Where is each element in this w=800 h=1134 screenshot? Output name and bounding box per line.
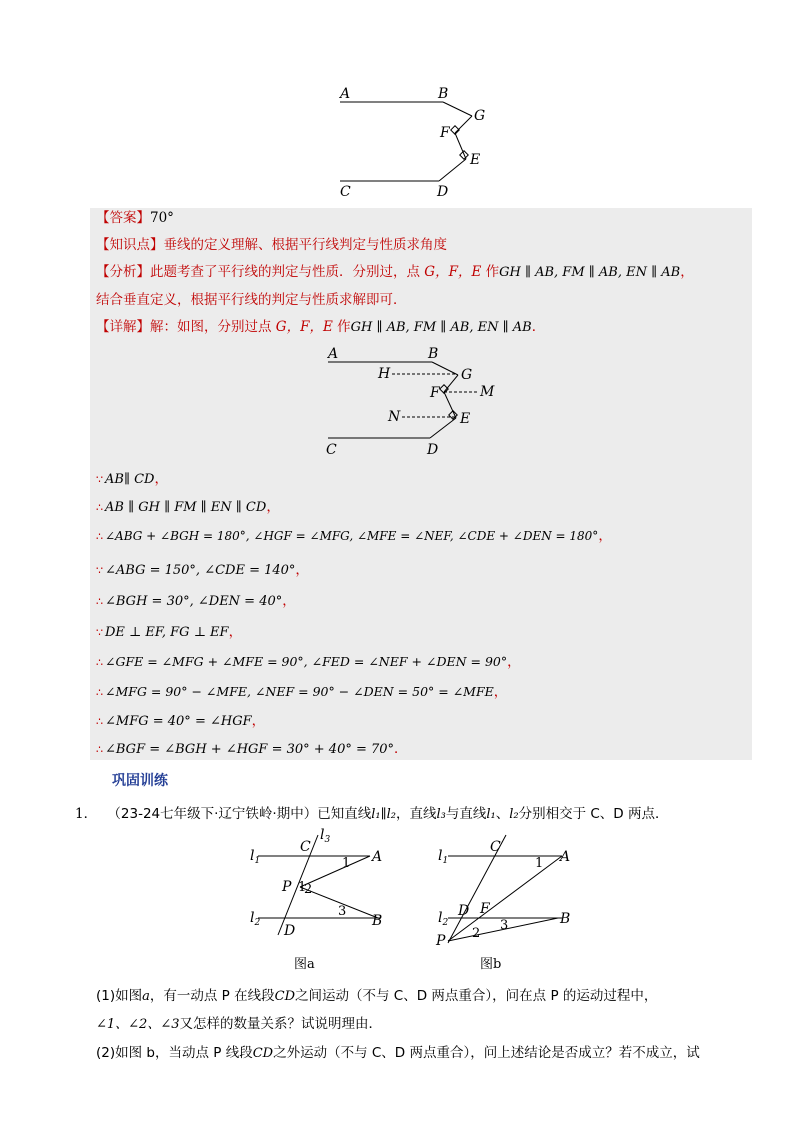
label-B: B <box>560 911 571 927</box>
q1-b: ，有一动点 P 在线段 <box>149 988 275 1004</box>
angle-2: 2 <box>304 882 313 897</box>
label-l2 <box>438 910 448 928</box>
step-8 <box>96 683 507 702</box>
problem-mid2: 与直线 <box>445 806 487 822</box>
answer-label: 【答案】 <box>96 210 150 226</box>
step-5 <box>96 592 296 611</box>
label-G: G <box>461 367 473 383</box>
problem-l1b: l₁ <box>486 807 496 822</box>
analysis-line <box>96 263 694 282</box>
l3-text: l <box>320 827 325 843</box>
therefore-symbol: ∴ <box>96 686 102 699</box>
label-C: C <box>326 442 337 458</box>
step-1 <box>96 470 168 489</box>
label-D: D <box>437 184 449 200</box>
label-E: E <box>460 411 471 427</box>
l1-sub: 1 <box>254 856 261 866</box>
step-3-end: ， <box>598 528 612 544</box>
q2-a-math: CD <box>252 1046 274 1061</box>
problem-number: 1． <box>75 806 98 822</box>
step-9-math: ∠MFG = 40° = ∠HGF <box>105 714 252 729</box>
label-l2 <box>250 910 260 928</box>
step-1-math: AB∥ CD <box>105 472 155 487</box>
caption-a: 图a <box>294 957 315 972</box>
step-3-math: ∠ABG + ∠BGH = 180°, ∠HGF = ∠MFG, ∠MFE = ∠NEF, ∠CDE + ∠DEN = 180° <box>105 529 599 543</box>
problem-l1: l₁ <box>371 807 381 822</box>
analysis-end: ， <box>680 264 694 280</box>
analysis-text: 此题考查了平行线的判定与性质．分别过，点 <box>150 264 425 280</box>
label-l1 <box>250 848 260 866</box>
step-3 <box>96 527 612 546</box>
label-B: B <box>428 346 439 362</box>
therefore-symbol: ∴ <box>96 501 102 514</box>
knowledge-text: 垂线的定义理解、根据平行线判定与性质求角度 <box>163 237 447 253</box>
q1-c: 之间运动（不与 C、D 两点重合），问在点 P 的运动过程中， <box>295 988 658 1004</box>
q2-b: 之外运动（不与 C、D 两点重合），问上述结论是否成立？若不成立，试 <box>273 1045 700 1061</box>
q2-a: (2)如图 b，当动点 P 线段 <box>96 1045 253 1061</box>
step-9-end: ， <box>251 713 266 729</box>
step-2-end: ， <box>266 499 280 515</box>
therefore-symbol: ∴ <box>96 595 102 608</box>
step-4-math: ∠ABG = 150°, ∠CDE = 140° <box>105 563 296 578</box>
label-A: A <box>560 849 571 865</box>
knowledge-line <box>96 236 447 254</box>
step-7-math: ∠GFE = ∠MFG + ∠MFE = 90°, ∠FED = ∠NEF + ∠DEN = 90° <box>105 654 508 669</box>
step-6-end: ， <box>228 624 243 640</box>
therefore-symbol: ∴ <box>96 656 102 669</box>
label-G: G <box>474 108 486 124</box>
question-1-cont <box>96 1015 382 1034</box>
l1-text: l <box>250 848 255 864</box>
q1-a-math: a <box>142 989 150 1004</box>
step-6 <box>96 623 242 642</box>
q1-e: 又怎样的数量关系？试说明理由． <box>179 1016 382 1032</box>
question-1 <box>96 987 657 1006</box>
detail-zuo: 作 <box>332 319 351 335</box>
label-E: E <box>470 152 481 168</box>
because-symbol: ∵ <box>96 473 102 486</box>
because-symbol: ∵ <box>96 564 102 577</box>
analysis-text-2: 结合垂直定义，根据平行线的判定与性质求解即可． <box>96 292 407 308</box>
label-B: B <box>438 86 449 102</box>
problem-source: （23-24七年级下·辽宁铁岭·期中）已知直线 <box>107 806 372 822</box>
step-8-math: ∠MFG = 90° − ∠MFE, ∠NEF = 90° − ∠DEN = 50° = ∠MFE <box>105 684 494 699</box>
l2-text: l <box>250 910 255 926</box>
step-10-end: ． <box>394 741 408 757</box>
label-A: A <box>340 86 351 102</box>
problem-l2b: l₂ <box>509 807 519 822</box>
label-C: C <box>300 839 311 855</box>
l3-sub: 3 <box>324 835 331 845</box>
step-7 <box>96 653 521 672</box>
label-F: F <box>440 125 450 141</box>
l2-sub: 2 <box>254 918 261 928</box>
angle-1: 1 <box>535 856 544 871</box>
knowledge-label: 【知识点】 <box>96 237 164 253</box>
answer-value: 70° <box>150 210 174 226</box>
label-l3 <box>320 827 330 845</box>
label-l1 <box>438 848 448 866</box>
figure-b <box>430 825 800 975</box>
label-A: A <box>372 849 383 865</box>
step-10-math: ∠BGF = ∠BGH + ∠HGF = 30° + 40° = 70° <box>105 742 395 757</box>
detail-label: 【详解】 <box>96 319 150 335</box>
analysis-points: G，F，E <box>424 264 482 280</box>
label-F: F <box>480 901 490 917</box>
step-10 <box>96 740 408 759</box>
label-H: H <box>378 366 391 382</box>
detail-line <box>96 318 545 337</box>
because-symbol: ∵ <box>96 626 102 639</box>
label-D: D <box>427 442 439 458</box>
detail-math: GH ∥ AB, FM ∥ AB, EN ∥ AB <box>350 320 532 335</box>
label-P: P <box>436 933 446 949</box>
q1-angles: ∠1、∠2、∠3 <box>96 1017 180 1032</box>
l1-text: l <box>438 848 443 864</box>
problem-statement <box>75 805 669 824</box>
problem-mid: ，直线 <box>395 806 437 822</box>
problem-l2: l₂ <box>386 807 396 822</box>
analysis-math: GH ∥ AB, FM ∥ AB, EN ∥ AB <box>499 265 681 280</box>
detail-end: ． <box>531 319 546 335</box>
step-5-end: ， <box>282 593 296 609</box>
figure-top <box>0 0 800 210</box>
label-D: D <box>458 903 470 919</box>
step-8-end: ， <box>493 684 508 700</box>
step-6-math: DE ⊥ EF, FG ⊥ EF <box>105 625 229 640</box>
label-C: C <box>490 839 501 855</box>
angle-1: 1 <box>342 856 351 871</box>
l2-sub: 2 <box>442 918 449 928</box>
angle-3: 3 <box>500 918 509 933</box>
label-N: N <box>388 409 401 425</box>
step-4-end: ， <box>295 562 309 578</box>
problem-sep: 、 <box>495 806 510 822</box>
step-7-end: ， <box>507 654 521 670</box>
label-D: D <box>284 923 296 939</box>
detail-points: G，F，E <box>275 319 333 335</box>
answer-line <box>96 209 174 227</box>
therefore-symbol: ∴ <box>96 715 102 728</box>
l2-text: l <box>438 910 443 926</box>
q1-a: (1)如图 <box>96 988 143 1004</box>
step-1-end: ， <box>154 471 168 487</box>
problem-end: 分别相交于 C、D 两点． <box>518 806 669 822</box>
angle-3: 3 <box>338 904 347 919</box>
analysis-line-2 <box>96 291 407 309</box>
caption-b: 图b <box>480 957 502 972</box>
analysis-label: 【分析】 <box>96 264 150 280</box>
therefore-symbol: ∴ <box>96 743 102 756</box>
detail-text: 解：如图，分别过点 <box>150 319 276 335</box>
step-5-math: ∠BGH = 30°, ∠DEN = 40° <box>105 594 283 609</box>
question-2 <box>96 1044 700 1063</box>
section-title: 巩固训练 <box>112 773 168 789</box>
problem-l3: l₃ <box>436 807 446 822</box>
step-9 <box>96 712 265 731</box>
angle-2: 2 <box>472 926 481 941</box>
label-P: P <box>282 879 292 895</box>
l1-sub: 1 <box>442 856 449 866</box>
label-M: M <box>480 384 495 400</box>
step-4 <box>96 561 309 580</box>
label-F: F <box>430 385 440 401</box>
label-B: B <box>372 913 383 929</box>
q1-b-math: CD <box>274 989 295 1004</box>
label-A: A <box>328 346 339 362</box>
angle-1b: 1 <box>298 880 307 895</box>
problem-parallel: ∥ <box>380 807 387 822</box>
therefore-symbol: ∴ <box>96 530 102 543</box>
figure-detail <box>0 340 800 460</box>
label-C: C <box>340 184 351 200</box>
step-2 <box>96 498 280 517</box>
analysis-zuo: 作 <box>481 264 500 280</box>
step-2-math: AB ∥ GH ∥ FM ∥ EN ∥ CD <box>105 500 267 515</box>
